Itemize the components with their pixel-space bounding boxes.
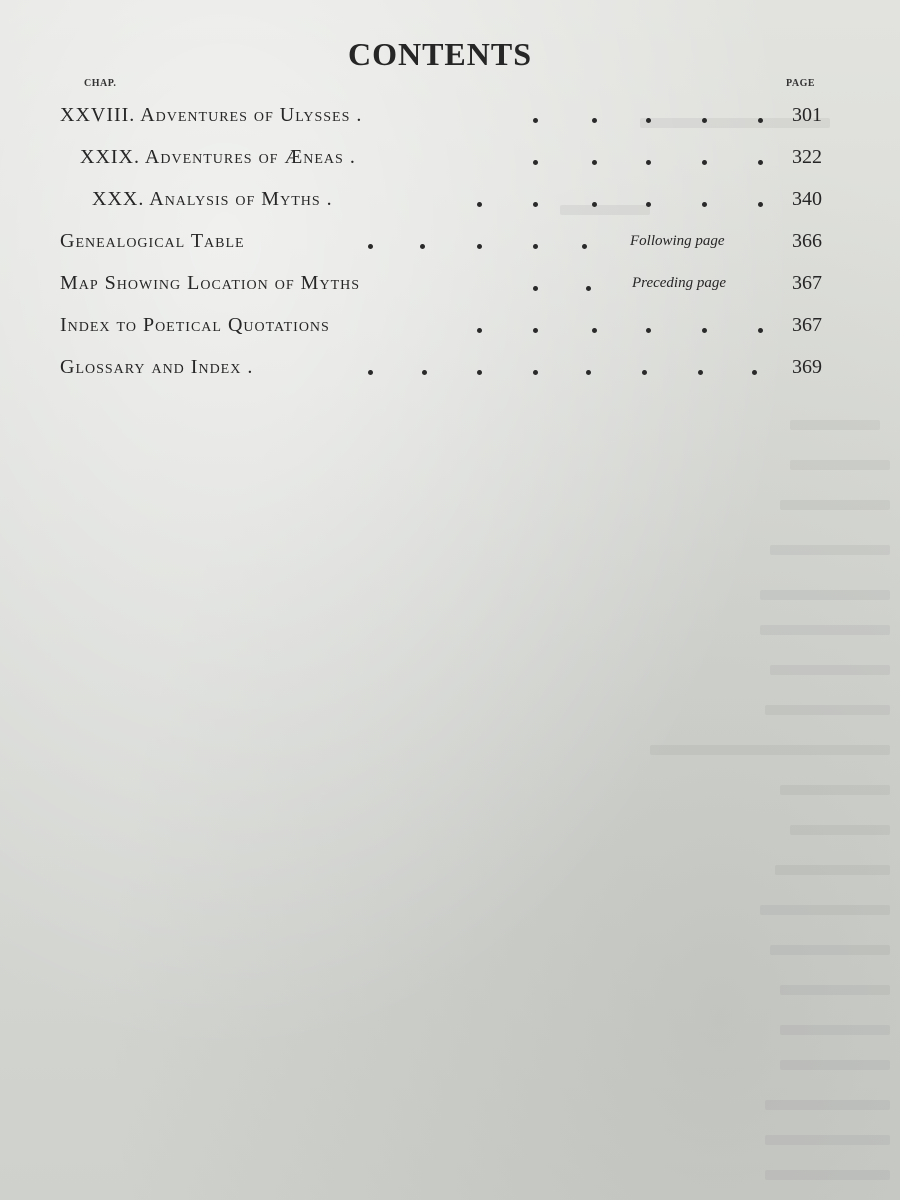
leader-dot	[702, 160, 707, 165]
leader-dot	[533, 202, 538, 207]
leader-dot	[533, 286, 538, 291]
chapter-title-period: .	[349, 146, 356, 168]
leader-dot	[586, 370, 591, 375]
chapter-number: XXVIII.	[60, 104, 136, 126]
entry-title: Index to Poetical Quotations	[60, 314, 330, 336]
toc-row	[0, 146, 900, 178]
leader-dot	[698, 370, 703, 375]
toc-entry	[60, 230, 245, 253]
chapter-number: XXX.	[92, 188, 145, 210]
page-number: 301	[792, 104, 822, 126]
leader-dot	[646, 328, 651, 333]
leader-dot	[533, 370, 538, 375]
toc-entry	[60, 104, 362, 127]
leader-dot	[646, 160, 651, 165]
toc-entry	[92, 188, 333, 211]
entry-title-period: .	[247, 356, 254, 378]
page-number: 322	[792, 146, 822, 168]
entry-title: Glossary and Index	[60, 356, 242, 378]
location-note: Following page	[630, 233, 725, 249]
leader-dot	[533, 160, 538, 165]
entry-title: Map Showing Location of Myths	[60, 272, 361, 294]
leader-dot	[592, 160, 597, 165]
page-number: 367	[792, 272, 822, 294]
page-number: 367	[792, 314, 822, 336]
page-column-header: PAGE	[786, 78, 816, 89]
leader-dot	[592, 202, 597, 207]
leader-dot	[582, 244, 587, 249]
leader-dot	[592, 118, 597, 123]
location-note: Preceding page	[632, 275, 726, 291]
entry-title: Genealogical Table	[60, 230, 245, 252]
leader-dot	[758, 202, 763, 207]
leader-dot	[758, 328, 763, 333]
toc-row	[0, 356, 900, 388]
leader-dot	[592, 328, 597, 333]
toc-entry	[60, 356, 253, 379]
leader-dot	[586, 286, 591, 291]
leader-dot	[533, 328, 538, 333]
leader-dot	[646, 202, 651, 207]
leader-dot	[477, 202, 482, 207]
leader-dot	[368, 244, 373, 249]
leader-dot	[533, 244, 538, 249]
toc-entry	[60, 272, 360, 295]
toc-entry	[60, 314, 330, 337]
leader-dot	[422, 370, 427, 375]
leader-dot	[752, 370, 757, 375]
page-number: 366	[792, 230, 822, 252]
leader-dot	[702, 202, 707, 207]
leader-dot	[642, 370, 647, 375]
leader-dot	[702, 118, 707, 123]
leader-dot	[420, 244, 425, 249]
leader-dot	[758, 118, 763, 123]
leader-dot	[646, 118, 651, 123]
toc-row	[0, 314, 900, 346]
toc-row	[0, 104, 900, 136]
leader-dot	[477, 244, 482, 249]
leader-dot	[702, 328, 707, 333]
toc-row	[0, 188, 900, 220]
chapter-title: Analysis of Myths	[149, 188, 321, 210]
chapter-title-period: .	[356, 104, 363, 126]
leader-dot	[477, 370, 482, 375]
page-number: 369	[792, 356, 822, 378]
chapter-title-period: .	[326, 188, 333, 210]
contents-title: CONTENTS	[347, 36, 533, 72]
leader-dot	[533, 118, 538, 123]
leader-dot	[477, 328, 482, 333]
chapter-title: Adventures of Ulysses	[140, 104, 351, 126]
toc-row	[0, 230, 900, 262]
chap-column-header: CHAP.	[84, 78, 117, 89]
toc-row	[0, 272, 900, 304]
page-number: 340	[792, 188, 822, 210]
toc-entry	[80, 146, 356, 169]
leader-dot	[368, 370, 373, 375]
chapter-number: XXIX.	[80, 146, 140, 168]
chapter-title: Adventures of Æneas	[144, 146, 344, 168]
leader-dot	[758, 160, 763, 165]
